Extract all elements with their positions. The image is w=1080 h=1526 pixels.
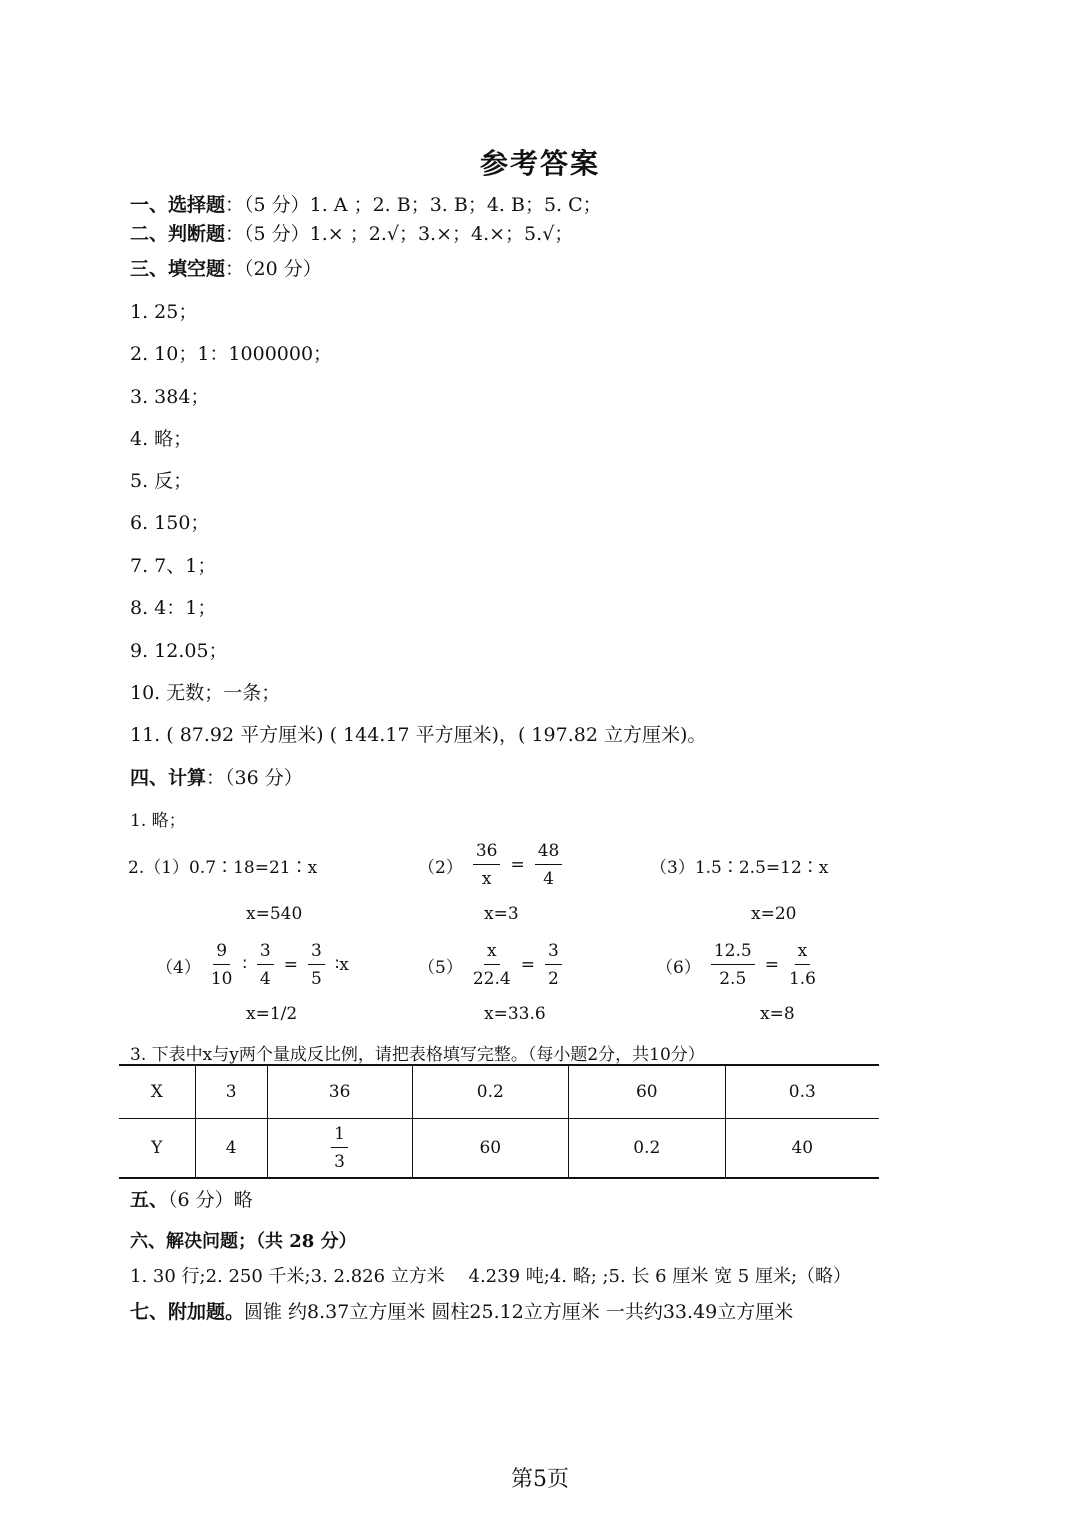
table-cell: 40 — [725, 1119, 879, 1179]
fill-answer-10: 10. 无数；一条； — [130, 682, 281, 704]
table-cell — [267, 1119, 412, 1179]
fraction: $\frac{48}{4}$ — [535, 840, 563, 890]
equation-6-answer: x=8 — [760, 1004, 795, 1024]
section-score: ：（20 分） — [225, 258, 322, 280]
table-cell: 60 — [412, 1119, 569, 1179]
fill-answer-7: 7. 7、1； — [130, 555, 217, 577]
fill-answer-9: 9. 12.05； — [130, 640, 228, 662]
fill-answer-8: 8. 4：1； — [130, 597, 217, 619]
fraction: $\frac{3}{4}$ — [257, 940, 274, 990]
section-heading: 五、 — [130, 1189, 169, 1211]
fraction: $\frac{x}{22.4}$ — [472, 941, 511, 989]
proportion-table — [119, 1064, 879, 1179]
section-heading: 一、选择题 — [130, 194, 226, 216]
fill-answer-5: 5. 反； — [130, 470, 193, 492]
section-answers: （6 分）略 — [168, 1189, 253, 1211]
fill-answer-3: 3. 384； — [130, 386, 210, 408]
table-cell: 60 — [569, 1065, 726, 1119]
equation-1: 2.（1）0.7∶18=21∶x — [128, 858, 318, 878]
section-score: ：（36 分） — [206, 767, 303, 789]
table-row — [119, 1065, 879, 1119]
equation-4-answer: x=1/2 — [246, 1004, 298, 1024]
section-answers: ：（5 分）1.× ；2.√；3.×；4.×；5.√； — [225, 223, 574, 245]
fill-answer-11: 11. ( 87.92 平方厘米) ( 144.17 平方厘米)，( 197.82 立方厘米)。 — [130, 724, 707, 746]
equation-2: （2） $\frac{36}{x}$ = $\frac{48}{4}$ — [412, 840, 566, 890]
equation-5: （5） $\frac{x}{22.4}$ = $\frac{3}{2}$ — [412, 940, 566, 990]
equation-3-answer: x=20 — [751, 904, 797, 924]
section-heading: 三、填空题 — [130, 258, 226, 280]
equation-5-answer: x=33.6 — [484, 1004, 546, 1024]
section-true-false — [130, 219, 573, 246]
section-heading: 四、计算 — [130, 767, 207, 789]
fill-answer-6: 6. 150； — [130, 512, 210, 534]
table-cell: 0.3 — [725, 1065, 879, 1119]
fraction: $\frac{36}{x}$ — [473, 840, 501, 890]
fill-answer-1: 1. 25； — [130, 301, 198, 323]
fraction: $\frac{x}{1.6}$ — [788, 941, 816, 989]
table-cell: 0.2 — [569, 1119, 726, 1179]
section-heading: 二、判断题 — [130, 223, 226, 245]
equation-6: （6） $\frac{12.5}{2.5}$ = $\frac{x}{1.6}$ — [656, 941, 816, 989]
fraction: $\frac{3}{5}$ — [308, 940, 325, 990]
table-cell: 4 — [195, 1119, 267, 1179]
equation-3: （3）1.5∶2.5=12∶x — [650, 858, 829, 878]
fill-answer-2: 2. 10；1：1000000； — [130, 343, 333, 365]
problem-solving-answers: 1. 30 行;2. 250 千米;3. 2.826 立方米 4.239 吨;4. 略; ;5. 长 6 厘米 宽 5 厘米;（略） — [130, 1266, 852, 1287]
fraction: $\frac{12.5}{2.5}$ — [711, 940, 755, 990]
section-drawing — [130, 1185, 253, 1212]
section-bonus — [130, 1297, 793, 1324]
section-multiple-choice — [130, 190, 602, 217]
fraction: $\frac{3}{2}$ — [545, 940, 562, 990]
calc-answer-1: 1. 略； — [130, 811, 186, 831]
page-number: 第5页 — [511, 1467, 569, 1492]
fraction: $\frac{1}{3}$ — [331, 1123, 348, 1173]
page-title: 参考答案 — [479, 147, 600, 180]
table-cell: 0.2 — [412, 1065, 569, 1119]
equation-2-answer: x=3 — [484, 904, 519, 924]
fill-answer-4: 4. 略； — [130, 428, 193, 450]
section-problem-solving: 六、解决问题；（共 28 分） — [130, 1231, 357, 1252]
table-cell: Y — [119, 1119, 195, 1179]
table-cell: X — [150, 1082, 163, 1102]
equation-1-answer: x=540 — [246, 904, 303, 924]
section-fill-blank — [130, 254, 322, 281]
table-row — [119, 1119, 879, 1179]
fraction: $\frac{9}{10}$ — [210, 941, 233, 989]
table-cell: 36 — [267, 1065, 412, 1119]
section-answers: ：（5 分）1. A ；2. B；3. B；4. B；5. C； — [225, 194, 602, 216]
table-instruction: 3. 下表中x与y两个量成反比例，请把表格填写完整。（每小题2分，共10分） — [130, 1045, 705, 1065]
section-answers: 圆锥 约8.37立方厘米 圆柱25.12立方厘米 一共约33.49立方厘米 — [244, 1301, 794, 1323]
section-heading: 七、附加题。 — [130, 1301, 245, 1323]
section-calculation — [130, 763, 303, 790]
table-cell: 3 — [195, 1065, 267, 1119]
equation-4: （4） $\frac{9}{10}$ ∶ $\frac{3}{4}$ = $\frac{3}{5}$ ∶x — [156, 941, 349, 989]
